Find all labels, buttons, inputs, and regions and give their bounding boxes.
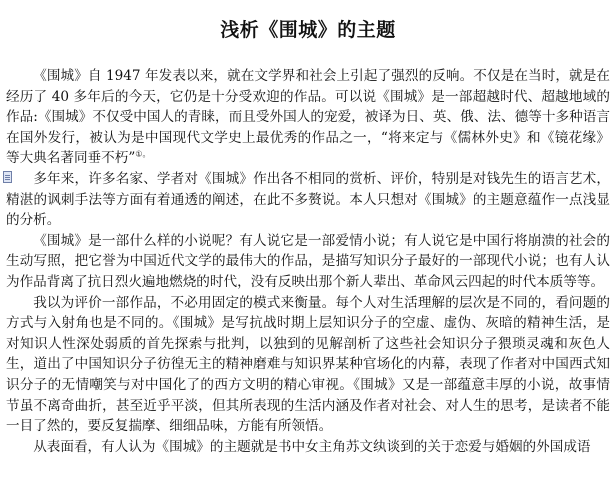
paragraph-marker-icon — [3, 171, 12, 183]
paragraph-3 — [6, 231, 610, 293]
paragraph-5 — [6, 437, 610, 458]
paragraph-5-text: 从表面看，有人认为《围城》的主题就是书中女主角苏文纨谈到的关于恋爱与婚姻的外国成语 — [33, 438, 591, 455]
paragraph-1 — [6, 66, 610, 169]
paragraph-1-text: 《围城》自 1947 年发表以来，就在文学界和社会上引起了强烈的反响。不仅是在当时，就是在经历了 40 多年后的今天，它仍是十分受欢迎的作品。可以说《围城》是一部超越时代、超越地域的作品:《围城》不仅受中国人的青睐，而且受外国人的宠爱，被译为日、英、俄、法、德等十多种语言在国外发行，被认为是中国现代文学史上最优秀的作品之一，“将来定与《儒林外史》和《镜花缘》等大典名著同垂不朽” — [6, 68, 610, 167]
paragraph-3-text: 《围城》是一部什么样的小说呢？有人说它是一部爱情小说；有人说它是中国行将崩溃的社会的生动写照，把它誉为中国近代文学的最伟大的作品，是描写知识分子最好的一部现代小说；也有人认为作品背离了抗日烈火遍地燃烧的时代，没有反映出那个新人辈出、革命风云四起的时代本质等等。 — [6, 232, 610, 290]
document-body — [6, 66, 610, 457]
paragraph-2-text: 多年来，许多名家、学者对《围城》作出各不相同的赏析、评价，特别是对钱先生的语言艺术，精湛的讽刺手法等方面有着通透的阐述，在此不多赘说。本人只想对《围城》的主题意蕴作一点浅显的分析。 — [6, 170, 610, 229]
footnote-marker: ①。 — [135, 149, 151, 159]
paragraph-4 — [6, 293, 610, 437]
paragraph-2 — [6, 169, 610, 231]
paragraph-4-text: 我以为评价一部作品，不必用固定的模式来衡量。每个人对生活理解的层次是不同的，看问题的方式与入射角也是不同的。《围城》是写抗战时期上层知识分子的空虚、虚伪、灰暗的精神生活，是对知识人性深处弱质的首先探索与批判，以独到的见解剖析了这些社会知识分子猥琐灵魂和灰色人生，道出了中国知识分子彷徨无主的精神磨难与知识界某种官场化的内幕，表现了作者对中国西式知识分子的无情嘲笑与对中国化了的西方文明的精心审视。《围城》又是一部蕴意丰厚的小说，故事情节虽不离奇曲折，甚至近乎平淡，但其所表现的生活内涵及作者对社会、对人生的思考，是读者不能一目了然的，要反复揣摩、细细品味，方能有所领悟。 — [6, 294, 610, 435]
document-title: 浅析《围城》的主题 — [220, 19, 396, 41]
